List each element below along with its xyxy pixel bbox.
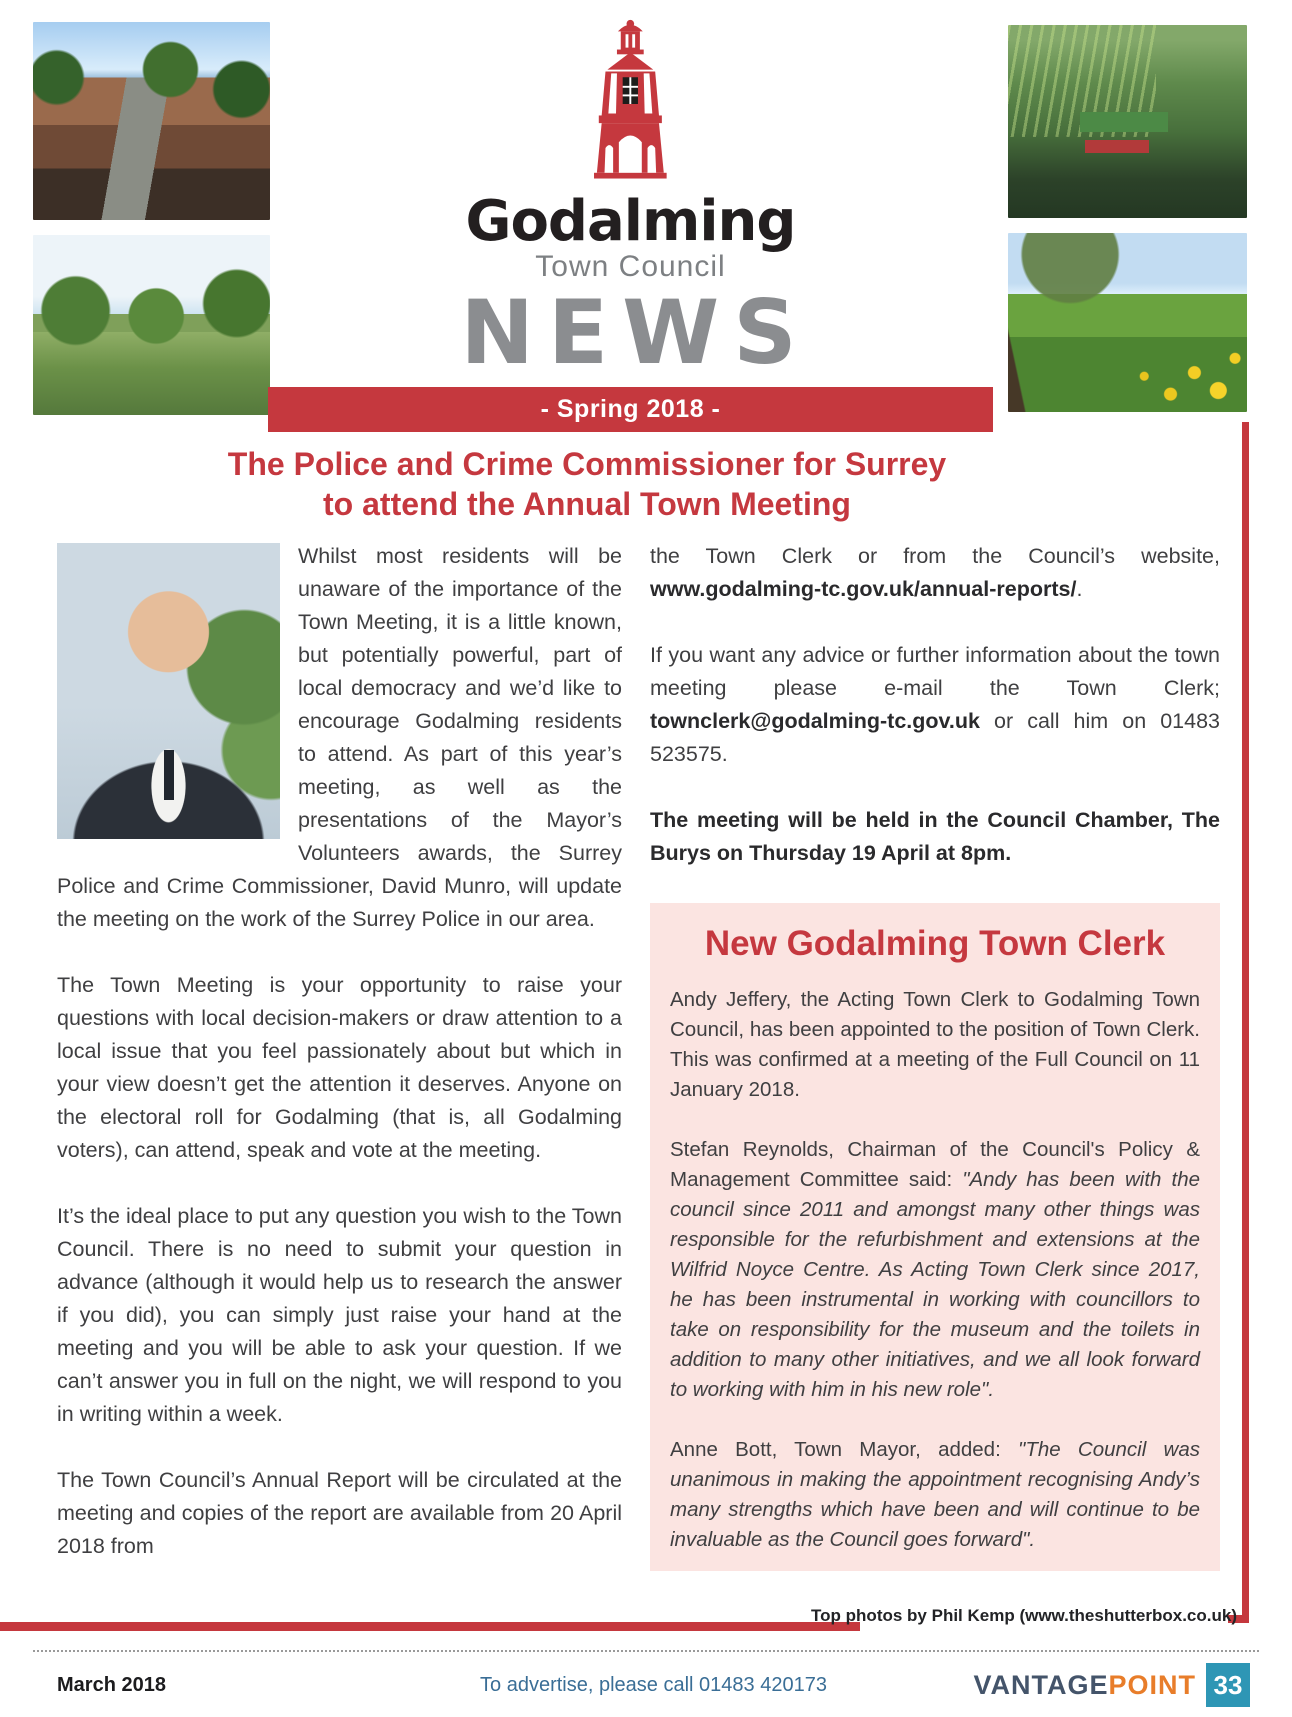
- quote-intro: Anne Bott, Town Mayor, added:: [670, 1438, 1019, 1461]
- page-footer: [57, 1662, 1250, 1708]
- article-right-column: [650, 540, 1220, 1596]
- issue-date: March 2018: [57, 1673, 166, 1696]
- quote-text: "Andy has been with the council since 2011 and amongst many other things was responsible for the refurbishment and extensions at the Wilfrid Noyce Centre. As Acting Town Clerk since 2017, he has been instrumental in working with councillors to take on responsibility for the museum and the toilets in addition to many other initiatives, and we all look forward to working with him in his new role".: [670, 1168, 1200, 1401]
- pepperpot-tower-icon: [573, 18, 688, 190]
- headline-line-2: to attend the Annual Town Meeting: [323, 486, 851, 522]
- point-wordmark: POINT: [1108, 1669, 1196, 1700]
- masthead: [0, 0, 1292, 432]
- paragraph-website: [650, 540, 1220, 606]
- paragraph-stefan-reynolds-quote: [670, 1135, 1200, 1405]
- article-body: [57, 540, 1220, 1596]
- headline-line-1: The Police and Crime Commissioner for Surrey: [227, 446, 947, 482]
- season-banner: - Spring 2018 -: [268, 387, 993, 432]
- advertise-note: To advertise, please call 01483 420173: [480, 1673, 827, 1696]
- paragraph-anne-bott-quote: [670, 1435, 1200, 1555]
- photo-lake: [33, 235, 270, 415]
- paragraph-text: .: [1076, 577, 1083, 601]
- council-website-url: www.godalming-tc.gov.uk/annual-reports/: [650, 577, 1077, 601]
- paragraph-contact-clerk: [650, 639, 1220, 771]
- vantage-wordmark: VANTAGE: [973, 1669, 1109, 1700]
- photo-canal-boat: [1008, 25, 1247, 218]
- photo-credit: Top photos by Phil Kemp (www.theshutterbox.co.uk): [811, 1606, 1237, 1625]
- page-number-badge: 33: [1206, 1663, 1250, 1707]
- clerk-box-title: New Godalming Town Clerk: [704, 924, 1166, 963]
- photo-david-munro: [57, 543, 280, 839]
- quote-intro: Stefan Reynolds, Chairman of the Council's Policy & Management Committee said:: [670, 1138, 1200, 1191]
- paragraph-appointment: Andy Jeffery, the Acting Town Clerk to Godalming Town Council, has been appointed to the position of Town Clerk. This was confirmed at a meeting of the Full Council on 11 January 2018.: [670, 988, 1200, 1101]
- town-clerk-email: townclerk@godalming-tc.gov.uk: [650, 709, 980, 733]
- red-horizontal-rule: [0, 1622, 860, 1631]
- dotted-divider: [33, 1650, 1259, 1652]
- masthead-photos-left: [33, 22, 270, 415]
- paragraph-text: If you want any advice or further information about the town meeting please e-mail the Town Clerk;: [650, 643, 1220, 700]
- red-vertical-rule: [1242, 422, 1249, 1623]
- council-logo: [268, 0, 993, 432]
- paragraph-text: the Town Clerk or from the Council’s website,: [650, 544, 1220, 568]
- paragraph-meeting-details: The meeting will be held in the Council Chamber, The Burys on Thursday 19 April at 8pm.: [650, 808, 1220, 865]
- quote-text: "The Council was unanimous in making the appointment recognising Andy’s many strengths which have been and will continue to be invaluable as the Council goes forward".: [670, 1438, 1200, 1551]
- brand-subtitle: Town Council: [535, 250, 726, 283]
- paragraph-town-meeting-intro: [57, 540, 622, 936]
- new-town-clerk-box: [650, 903, 1220, 1571]
- article-headline: [57, 444, 1117, 524]
- vantagepoint-logo: [973, 1663, 1250, 1707]
- news-masthead-title: NEWS: [460, 281, 811, 384]
- photo-high-street: [33, 22, 270, 220]
- paragraph-text: or call him on 01483 523575.: [650, 709, 1220, 766]
- paragraph-annual-report: The Town Council’s Annual Report will be circulated at the meeting and copies of the report are available from 20 April 2018 from: [57, 1468, 622, 1558]
- paragraph-text: Whilst most residents will be unaware of the importance of the Town Meeting, it is a little known, but potentially powerful, part of local democracy and we’d like to encourage Godalming residents to attend. As part of this year’s meeting, as well as the presentations of the Mayor’s Volunteers awards, the Surrey Police and Crime Commissioner, David Munro, will update the meeting on the work of the Surrey Police in our area.: [57, 544, 622, 931]
- article-left-column: [57, 540, 622, 1596]
- paragraph-ideal-place: It’s the ideal place to put any question you wish to the Town Council. There is no need to submit your question in advance (although it would help us to research the answer if you did), you can simply just raise your hand at the meeting and you will be able to ask your question. If we can’t answer you in full on the night, we will respond to you in writing within a week.: [57, 1204, 622, 1426]
- paragraph-opportunity: The Town Meeting is your opportunity to raise your questions with local decision-makers or draw attention to a local issue that you feel passionately about but which in your view doesn’t get the attention it deserves. Anyone on the electoral roll for Godalming (that is, all Godalming voters), can attend, speak and vote at the meeting.: [57, 973, 622, 1162]
- masthead-photos-right: [1008, 25, 1247, 412]
- brand-name: Godalming: [465, 189, 796, 254]
- photo-park-daffodils: [1008, 233, 1247, 412]
